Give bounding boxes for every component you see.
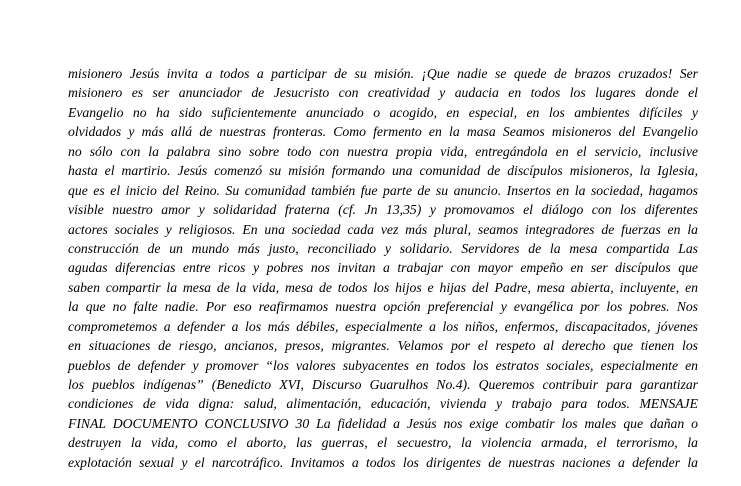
- text-line: condiciones de vida digna: salud, alimentación, educación, vivienda y trabajo para todos. MENSAJE: [68, 396, 698, 412]
- text-line: misionero Jesús invita a todos a participar de su misión. ¡Que nadie se quede de brazos cruzados! Ser: [68, 66, 698, 81]
- text-line: construcción de un mundo más justo, reconciliado y solidario. Servidores de la mesa compartida Las: [68, 240, 698, 256]
- text-line: pueblos de defender y promover “los valores subyacentes en todos los estratos sociales, especialmente en: [68, 357, 698, 373]
- text-line: actores sociales y religiosos. En una sociedad cada vez más plural, seamos integradores de fuerzas en la: [68, 221, 698, 237]
- text-line: en situaciones de riesgo, ancianos, presos, migrantes. Velamos por el respeto al derecho que tienen los: [68, 338, 698, 354]
- text-line: hasta el martirio. Jesús comenzó su misión formando una comunidad de discípulos misioneros, la Iglesia,: [68, 163, 698, 179]
- text-line: destruyen la vida, como el aborto, las guerras, el secuestro, la violencia armada, el terrorismo, la: [68, 435, 698, 451]
- text-line: Evangelio no ha sido suficientemente anunciado o acogido, en especial, en los ambientes difíciles y: [68, 104, 698, 120]
- body-text: [68, 64, 698, 472]
- text-line: olvidados y más allá de nuestras fronteras. Como fermento en la masa Seamos misioneros del Evangelio: [68, 124, 698, 140]
- text-line: que es el inicio del Reino. Su comunidad también fue parte de su anuncio. Insertos en la sociedad, hagamos: [68, 182, 698, 198]
- text-line: agudas diferencias entre ricos y pobres nos invitan a trabajar con mayor empeño en ser discípulos que: [68, 260, 698, 276]
- text-line: la que no falte nadie. Por eso reafirmamos nuestra opción preferencial y evangélica por los pobres. Nos: [68, 299, 698, 315]
- text-line: saben compartir la mesa de la vida, mesa de todos los hijos e hijas del Padre, mesa abierta, incluyente, en: [68, 279, 698, 295]
- text-line: FINAL DOCUMENTO CONCLUSIVO 30 La fidelidad a Jesús nos exige combatir los males que dañan o: [68, 415, 698, 431]
- text-line: comprometemos a defender a los más débiles, especialmente a los niños, enfermos, discapacitados, jóvenes: [68, 318, 698, 334]
- text-line: los pueblos indígenas” (Benedicto XVI, Discurso Guarulhos No.4). Queremos contribuir para garantizar: [68, 377, 698, 392]
- text-line: explotación sexual y el narcotráfico. Invitamos a todos los dirigentes de nuestras naciones a defender la: [68, 454, 698, 470]
- text-line: misionero es ser anunciador de Jesucristo con creatividad y audacia en todos los lugares donde el: [68, 85, 698, 101]
- text-line: visible nuestro amor y solidaridad fraterna (cf. Jn 13,35) y promovamos el diálogo con los diferentes: [68, 202, 698, 218]
- text-line: no sólo con la palabra sino sobre todo con nuestra propia vida, entregándola en el servicio, inclusive: [68, 143, 698, 159]
